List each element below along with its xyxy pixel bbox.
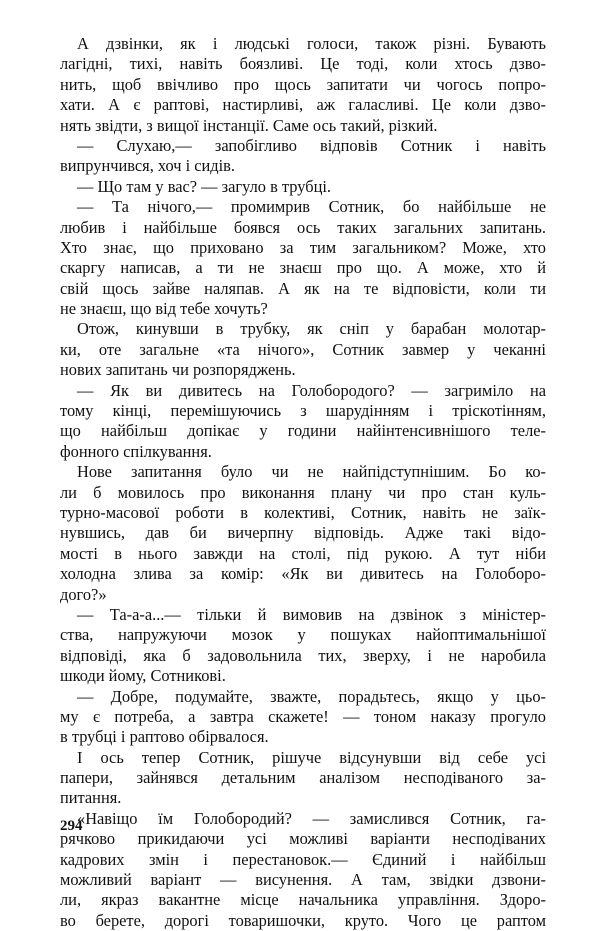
text-line: кадрових змін і перестановок.— Єдиний і найбільш: [60, 849, 546, 869]
text-line: лагідні, тихі, навіть боязливі. Це тоді, коли хтось дзво-: [60, 54, 546, 74]
text-line: І ось тепер Сотник, рішуче відсунувши від себе усі: [77, 747, 546, 767]
text-line: Хто знає, що приховано за тим загальником? Може, хто: [60, 237, 546, 257]
text-line: ли б мовилось про виконання плану чи про стан куль-: [60, 482, 546, 502]
text-line: Нове запитання було чи не найпідступнішим. Бо ко-: [77, 462, 546, 482]
text-line: можливий варіант — висунення. А там, звідки дзвони-: [60, 870, 546, 890]
text-line: скаргу написав, а ти не знаєш про що. А може, хто й: [60, 258, 546, 278]
text-line: тому кінці, перемішуючись з шарудінням і тріскотінням,: [60, 401, 546, 421]
text-line: турно-масової роботи в колективі, Сотник, навіть не заїк-: [60, 502, 546, 522]
text-line: любив і найбільше боявся ось таких загальних запитань.: [60, 217, 546, 237]
text-line: хати. А є раптові, настирливі, аж галасливі. Це коли дзво-: [60, 95, 546, 115]
text-line: — Та нічого,— промимрив Сотник, бо найбільше не: [77, 197, 546, 217]
text-line: холодна злива за комір: «Як ви дивитесь на Голоборо-: [60, 564, 546, 584]
text-line: му є потреба, а завтра скажете! — тоном наказу прогуло: [60, 706, 546, 726]
text-line: во берете, дорогі товаришочки, круто. Чого це раптом: [60, 910, 546, 930]
text-line: ли, якраз вакантне місце начальника управління. Здоро-: [60, 890, 546, 910]
text-line: ства, напружуючи мозок у пошуках найоптимальнішої: [60, 625, 546, 645]
text-line: — Слухаю,— запобігливо відповів Сотник і навіть: [77, 135, 546, 155]
text-line: в трубці і раптово обірвалося.: [60, 727, 269, 747]
text-line: — Що там у вас? — загуло в трубці.: [77, 176, 331, 196]
text-line: ки, оте загальне «та нічого», Сотник завмер у чеканні: [60, 339, 546, 359]
text-line: шкоди йому, Сотникові.: [60, 666, 226, 686]
text-line: Отож, кинувши в трубку, як сніп у барабан молотар-: [77, 319, 546, 339]
text-line: нувшись, дав би вичерпну відповідь. Адже такі відо-: [60, 523, 546, 543]
text-line: — Добре, подумайте, зважте, порадьтесь, якщо у цьо-: [77, 686, 546, 706]
text-line: нових запитань чи розпоряджень.: [60, 360, 296, 380]
text-line: мості в нього завжди на столі, під рукою. А тут ніби: [60, 543, 546, 563]
text-line: — Як ви дивитесь на Голобородого? — загриміло на: [77, 380, 546, 400]
page-number: 294: [60, 818, 83, 834]
text-line: — Та-а-а...— тільки й вимовив на дзвінок з міністер-: [77, 604, 546, 624]
text-line: фонного спілкування.: [60, 441, 212, 461]
page-text: [60, 34, 546, 931]
text-line: відповіді, яка б задовольнила тих, зверху, і не наробила: [60, 645, 546, 665]
text-line: випрунчився, хоч і сидів.: [60, 156, 236, 176]
text-line: нить, щоб ввічливо про щось запитати чи чогось попро-: [60, 74, 546, 94]
text-line: не знаєш, що від тебе хочуть?: [60, 299, 268, 319]
text-line: дого?»: [60, 584, 107, 604]
text-line: питання.: [60, 788, 122, 808]
text-line: свій щось зайве наляпав. А як на те відповісти, коли ти: [60, 278, 546, 298]
text-line: папери, зайнявся детальним аналізом несподіваного за-: [60, 768, 546, 788]
text-line: що найбільш допікає у години найінтенсивнішого теле-: [60, 421, 546, 441]
text-line: «Навіщо їм Голобородий? — замислився Сотник, га-: [77, 808, 546, 828]
text-line: нять звідти, з вищої інстанції. Саме ось такий, різкий.: [60, 115, 438, 135]
text-line: А дзвінки, як і людські голоси, також різні. Бувають: [77, 34, 546, 53]
text-line: рячково прикидаючи усі можливі варіанти несподіваних: [60, 829, 546, 849]
